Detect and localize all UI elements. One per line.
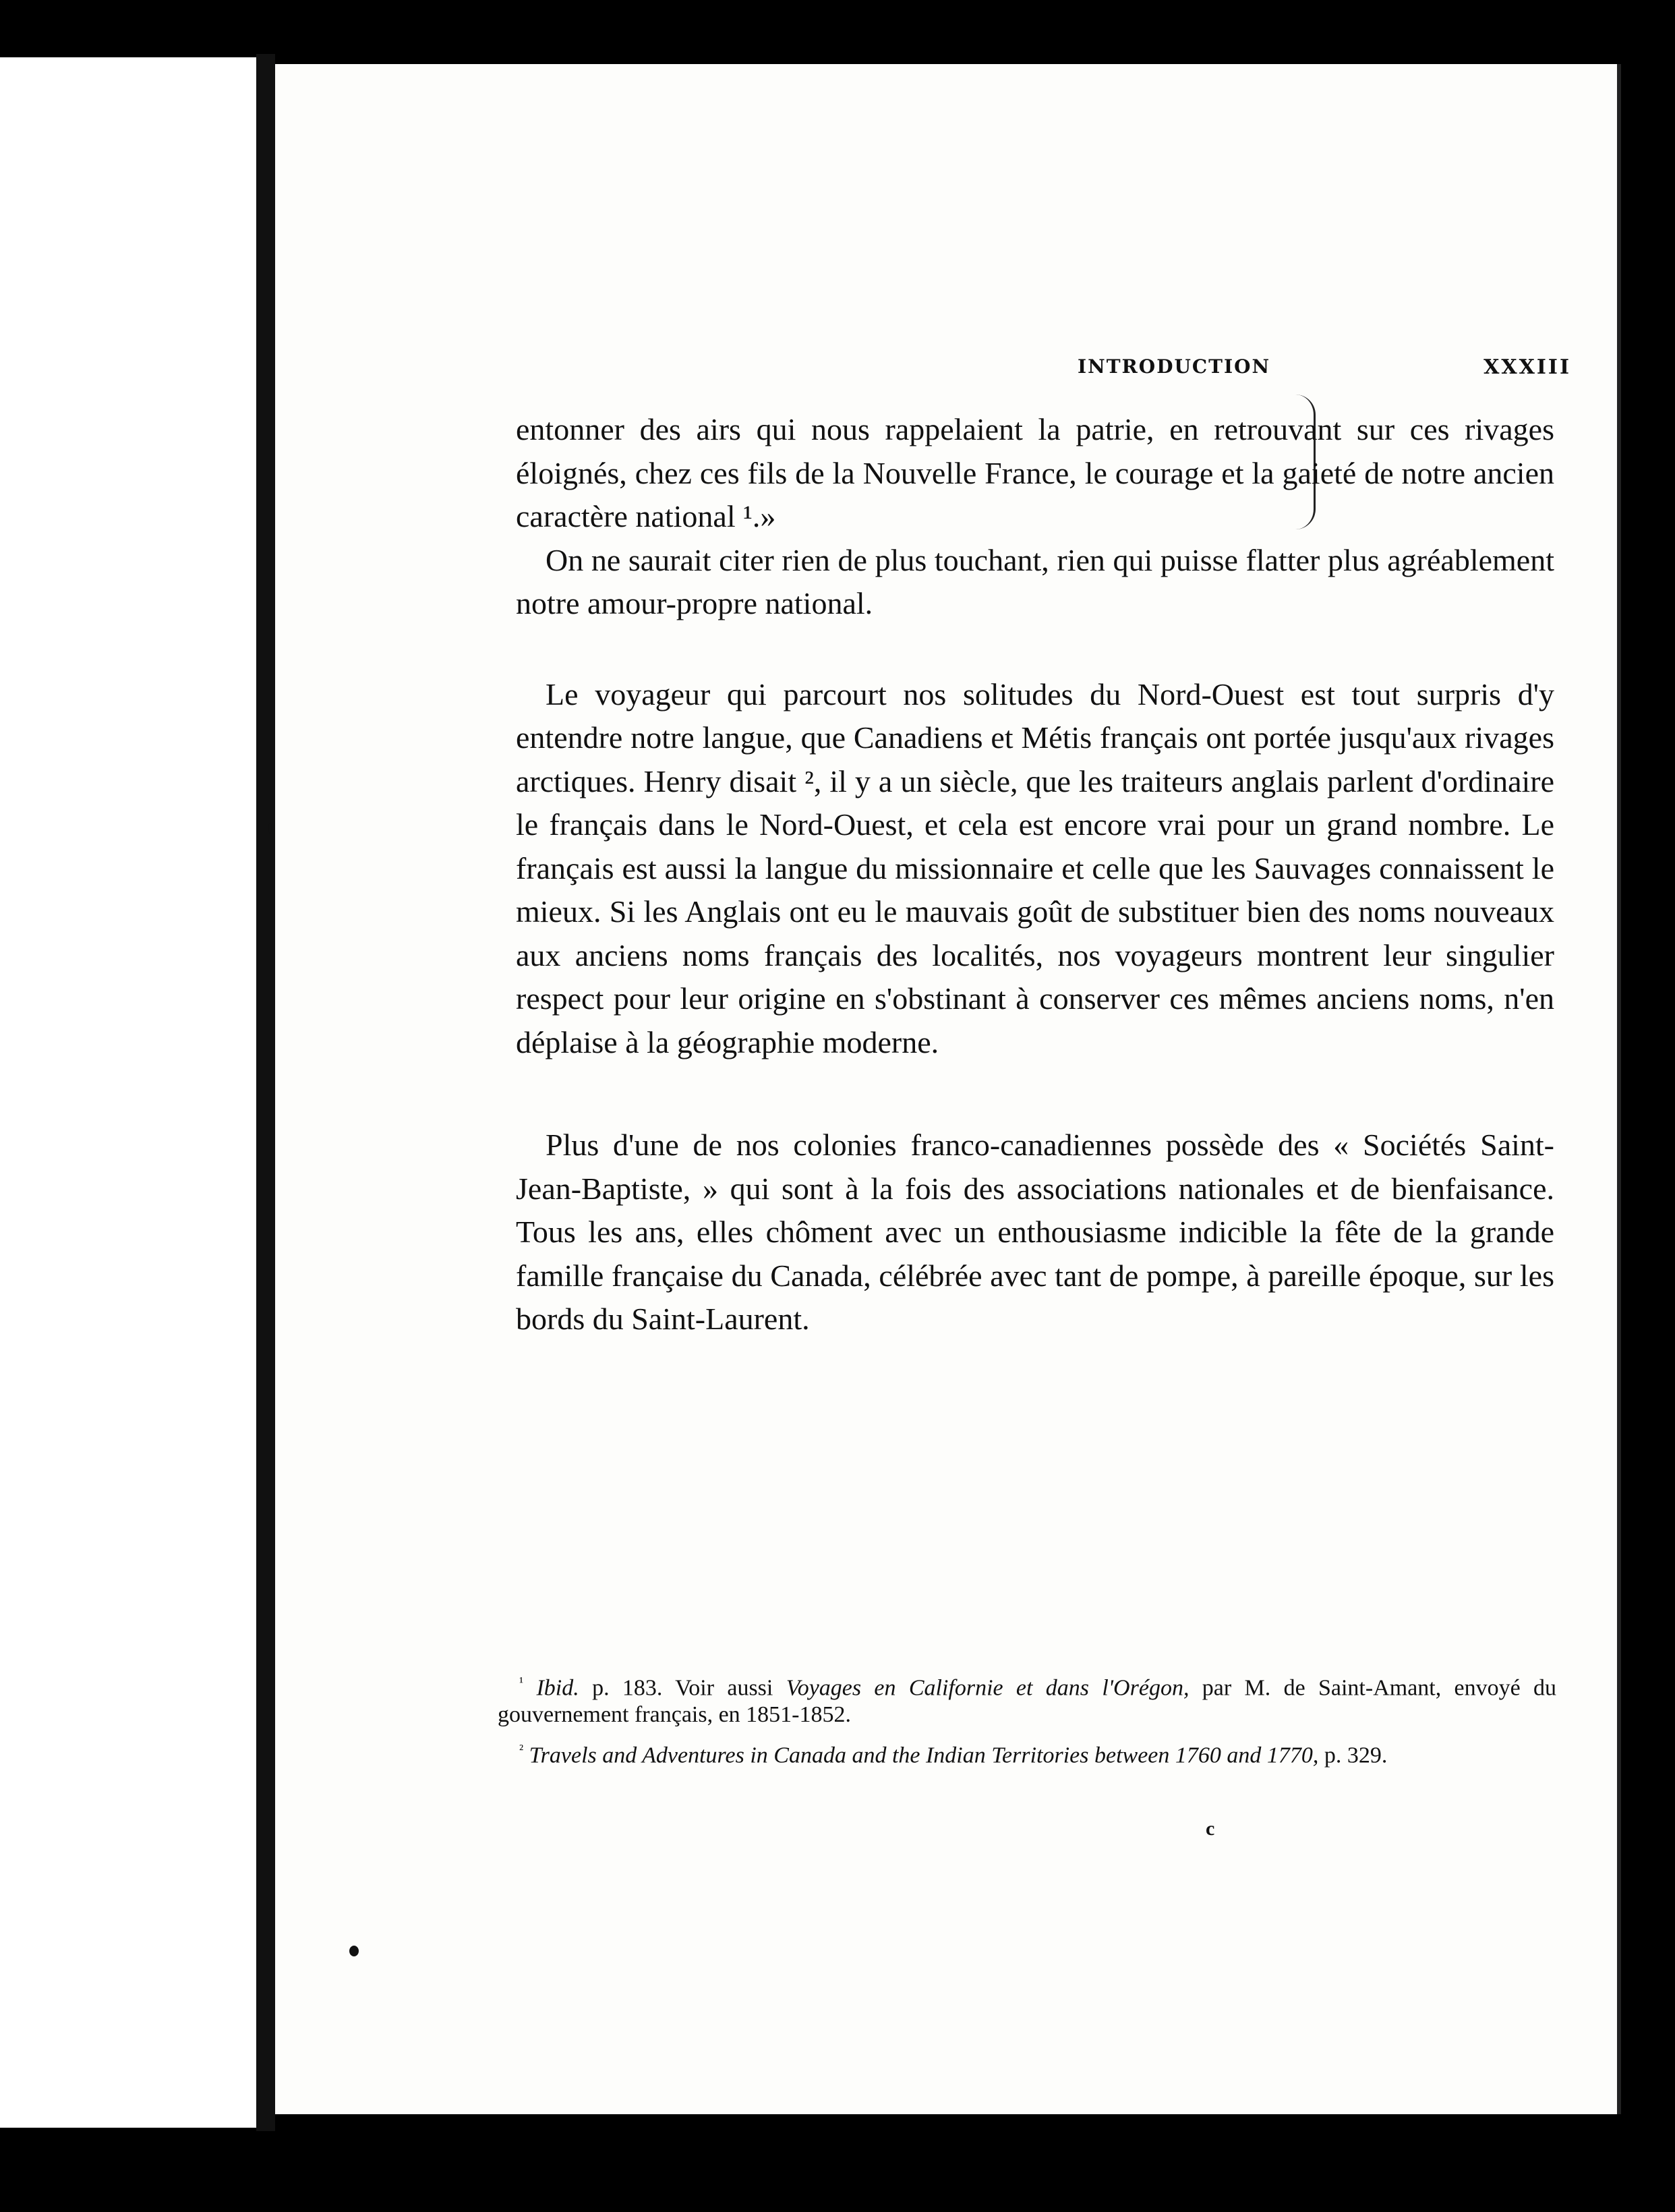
running-head: INTRODUCTION (1078, 355, 1271, 378)
book-gutter (256, 54, 275, 2131)
paragraph: Le voyageur qui parcourt nos solitudes du Nord-Ouest est tout surpris d'y entendre notre langue, que Canadiens et Métis français ont portée jusqu'aux rivages arctiques. Henry disait ², il y a un siècle, que les traiteurs anglais parlent d'ordinaire le français dans le Nord-Ouest, et cela est encore vrai pour un grand nombre. Le français est aussi la langue du missionnaire et celle que les Sauvages connaissent le mieux. Si les Anglais ont eu le mauvais goût de substituer bien des noms nouveaux aux anciens noms français des localités, nos voyageurs montrent leur singulier respect pour leur origine en s'obstinant à conserver ces mêmes anciens noms, n'en déplaise à la géographie moderne. (516, 676, 1554, 1059)
page-number: XXXIII (1483, 355, 1571, 379)
ink-speck (268, 823, 272, 834)
paragraph: Plus d'une de nos colonies franco-canadiennes possède des « Sociétés Saint-Jean-Baptiste, » qui sont à la fois des associations nationales et de bienfaisance. Tous les ans, elles chôment avec un enthousiasme indicible la fête de la grande famille française du Canada, célébrée avec tant de pompe, à pareille époque, sur les bords du Saint-Laurent. (516, 1128, 1554, 1336)
paragraph: On ne saurait citer rien de plus touchant, rien qui puisse flatter plus agréablement notre amour-propre national. (516, 542, 1554, 620)
ink-speck (349, 1946, 359, 1956)
footnote-1: $^{^1}$ Ibid. p. 183. Voir aussi Voyages en Californie et dans l'Orégon, par M. de Saint-Amant, envoyé du gouvernement français, en 1851-1852. (498, 1675, 1557, 1728)
facing-page (0, 57, 263, 2128)
paragraph: entonner des airs qui nous rappelaient la patrie, en retrouvant sur ces rivages éloignés, chez ces fils de la Nouvelle France, le courage et la gaieté de notre ancien caractère national ¹.» (516, 412, 1554, 533)
footnotes (498, 1669, 1556, 1778)
body-text (516, 408, 1554, 1341)
page-header (525, 355, 1590, 382)
book-page (275, 64, 1621, 2114)
footnote-2: $^{^2}$ Travels and Adventures in Canada and the Indian Territories between 1760 and 1770, p. 329. (519, 1743, 1388, 1768)
signature-mark: c (1206, 1817, 1215, 1840)
